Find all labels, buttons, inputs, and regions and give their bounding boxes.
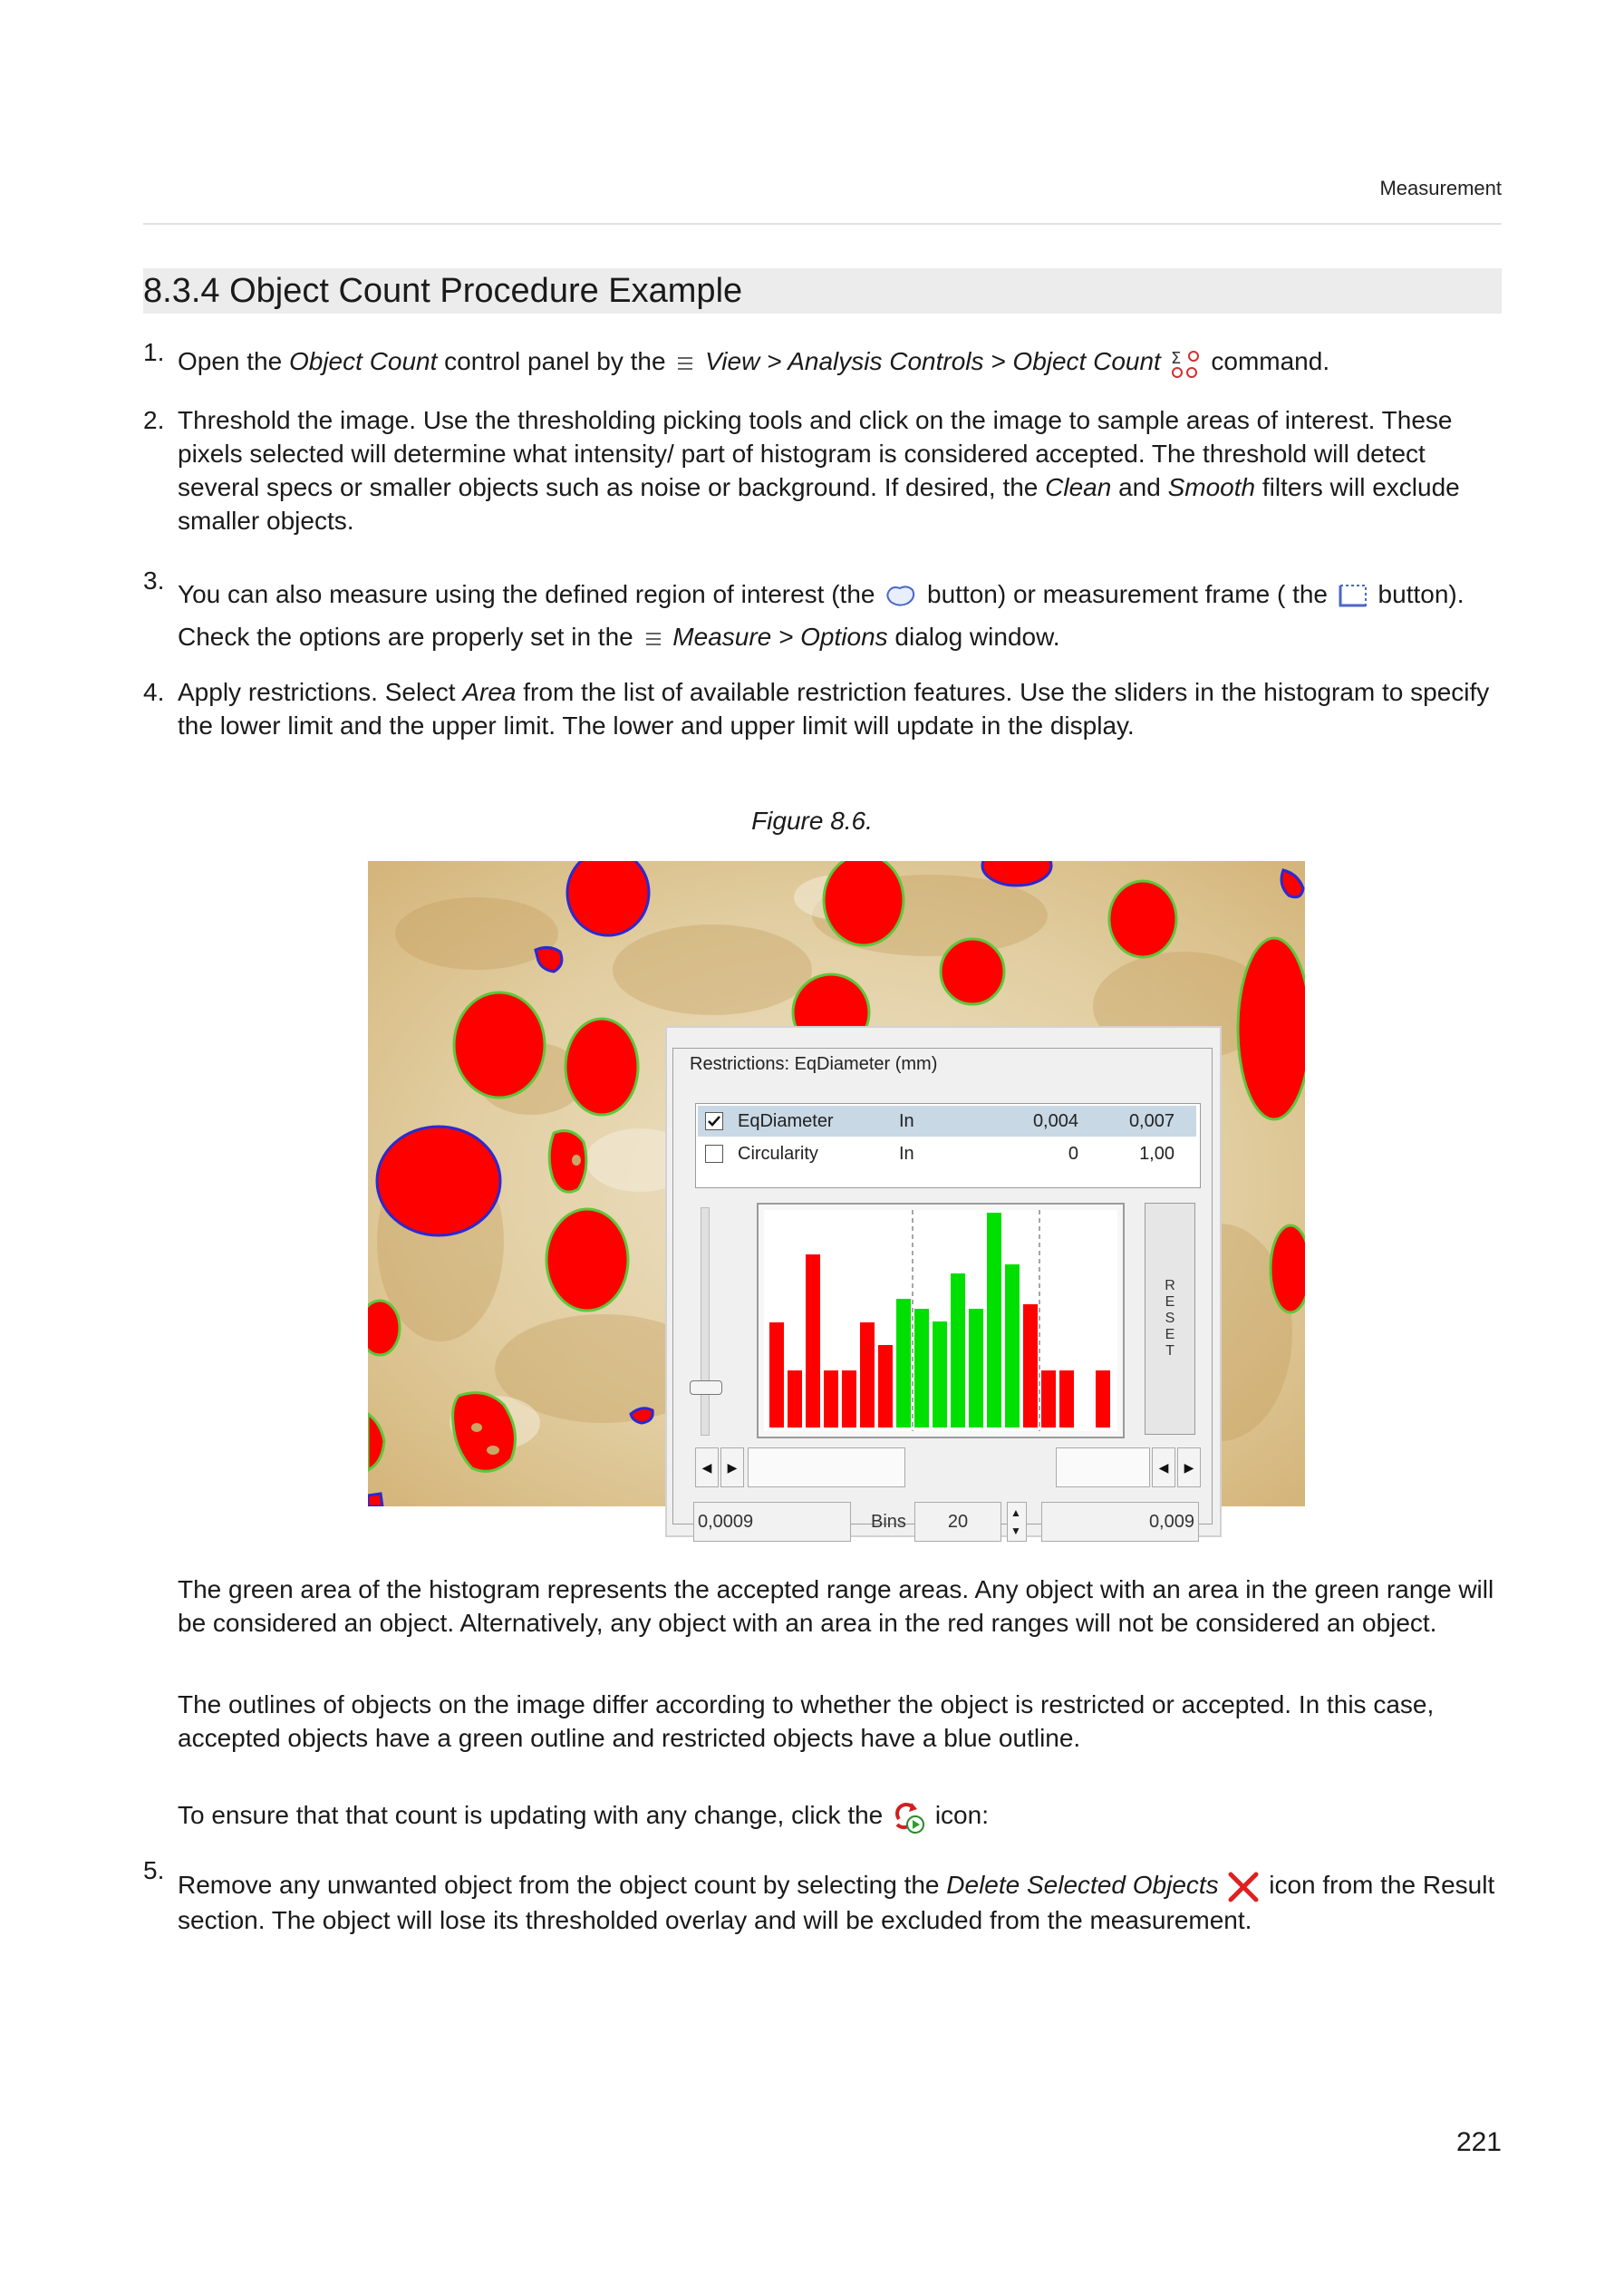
- lower-scroll-left-button[interactable]: ◀: [695, 1447, 719, 1487]
- spin-down-icon[interactable]: ▼: [1010, 1524, 1021, 1537]
- measurement-frame-icon: [1335, 580, 1371, 613]
- reset-button[interactable]: RESET: [1145, 1203, 1195, 1435]
- vertical-scale-slider[interactable]: [701, 1207, 710, 1436]
- restriction-histogram: [757, 1203, 1125, 1438]
- page-number: 221: [1455, 2127, 1502, 2157]
- histogram-bar: [1023, 1304, 1038, 1428]
- histogram-bar: [769, 1322, 784, 1428]
- step-text: You can also measure using the defined region of interest (the button) or measurement frame ( the button). Check the options are properly set in the Measure > Options dialog window.: [178, 580, 1464, 651]
- bins-label: Bins: [871, 1512, 906, 1532]
- header-divider: [143, 223, 1502, 225]
- section-heading: 8.3.4 Object Count Procedure Example: [143, 268, 1502, 314]
- histogram-bar: [1096, 1370, 1110, 1428]
- delete-selected-objects-icon: [1225, 1871, 1262, 1903]
- roi-icon: [882, 582, 920, 611]
- step-number: 5.: [143, 1856, 165, 1884]
- restriction-feature: Circularity: [738, 1144, 818, 1164]
- histogram-bar: [1005, 1264, 1020, 1428]
- check-icon: [706, 1113, 722, 1129]
- bins-field[interactable]: 20: [914, 1502, 1001, 1542]
- restrictions-table: [695, 1103, 1201, 1188]
- restriction-max: 0,007: [1128, 1111, 1174, 1131]
- histogram-bar: [969, 1309, 983, 1428]
- upper-scroll-left-button[interactable]: ◀: [1152, 1447, 1175, 1487]
- histogram-bar: [824, 1370, 838, 1428]
- upper-limit-slider[interactable]: [1056, 1447, 1150, 1487]
- spin-up-icon[interactable]: ▲: [1010, 1506, 1021, 1519]
- step-text: Open the Object Count control panel by the View > Analysis Controls > Object Count Σ command.: [178, 344, 1503, 380]
- restriction-min: 0,004: [1032, 1111, 1078, 1131]
- menu-icon: [641, 627, 666, 651]
- histogram-bar: [878, 1345, 893, 1428]
- green-area-paragraph: The green area of the histogram represents the accepted range areas. Any object with an area in the green range will be considered an object. Alternatively, any object with an area in the red ranges will not be considered an object.: [178, 1575, 1494, 1637]
- histogram-bar: [860, 1322, 875, 1428]
- upper-limit-field[interactable]: 0,009: [1041, 1502, 1199, 1542]
- lower-limit-slider[interactable]: [748, 1447, 905, 1487]
- auto-update-icon[interactable]: [890, 1799, 928, 1835]
- restriction-row-eqdiameter[interactable]: [698, 1106, 1196, 1137]
- step-number: 3.: [143, 566, 165, 595]
- restriction-feature: EqDiameter: [738, 1111, 834, 1131]
- step-text: Apply restrictions. Select Area from the list of available restriction features. Use the sliders in the histogram to specify the lower limit and the upper limit. The lower and upper limit will update in the display.: [178, 678, 1490, 740]
- svg-text:Σ: Σ: [1170, 348, 1181, 368]
- restriction-row-circularity[interactable]: [698, 1138, 1196, 1169]
- histogram-bar: [914, 1309, 929, 1428]
- step-text: Threshold the image. Use the thresholding picking tools and click on the image to sample areas of interest. These pixels selected will determine what intensity/ part of histogram is considered accepted. The threshold will detect several specs or smaller objects such as noise or background. If desired, the Clean and Smooth filters will exclude smaller objects.: [178, 406, 1460, 535]
- upper-scroll-right-button[interactable]: ▶: [1177, 1447, 1201, 1487]
- object-count-icon: [1168, 347, 1204, 380]
- histogram-bar: [987, 1213, 1001, 1428]
- histogram-bar: [842, 1370, 856, 1428]
- lower-scroll-right-button[interactable]: ▶: [720, 1447, 744, 1487]
- histogram-bar: [1041, 1370, 1056, 1428]
- histogram-bar: [788, 1370, 802, 1428]
- restrictions-group: [672, 1048, 1213, 1537]
- auto-update-paragraph: To ensure that that count is updating with any change, click the icon:: [178, 1798, 1503, 1835]
- histogram-bar: [806, 1254, 820, 1428]
- restriction-mode: In: [899, 1144, 914, 1164]
- restriction-checkbox[interactable]: [705, 1145, 723, 1163]
- lower-limit-field[interactable]: 0,0009: [693, 1502, 851, 1542]
- restriction-min: 0: [1068, 1144, 1078, 1164]
- step-number: 2.: [143, 406, 165, 434]
- step-number: 4.: [143, 678, 165, 706]
- figure-caption: Figure 8.6.: [751, 807, 873, 835]
- bins-spinner[interactable]: [1007, 1502, 1027, 1542]
- histogram-bar: [951, 1273, 965, 1428]
- menu-icon: [672, 352, 698, 375]
- vertical-slider-thumb[interactable]: [690, 1380, 722, 1395]
- restrictions-title: Restrictions: EqDiameter (mm): [686, 1054, 941, 1075]
- step-text: Remove any unwanted object from the object count by selecting the Delete Selected Objects icon from the Result section. The object will lose its thresholded overlay and will be excluded from the measurement.: [178, 1871, 1495, 1934]
- histogram-bar: [933, 1321, 947, 1428]
- step-number: 1.: [143, 338, 165, 366]
- histogram-bar: [896, 1299, 911, 1428]
- histogram-bar: [1059, 1370, 1074, 1428]
- restrictions-panel: [665, 1026, 1222, 1537]
- restriction-checkbox[interactable]: [705, 1112, 723, 1130]
- restriction-max: 1,00: [1139, 1144, 1174, 1164]
- running-header: Measurement: [1379, 177, 1502, 199]
- restriction-mode: In: [899, 1111, 914, 1131]
- outlines-paragraph: The outlines of objects on the image differ according to whether the object is restricted or accepted. In this case, accepted objects have a green outline and restricted objects have a blue outline.: [178, 1690, 1435, 1752]
